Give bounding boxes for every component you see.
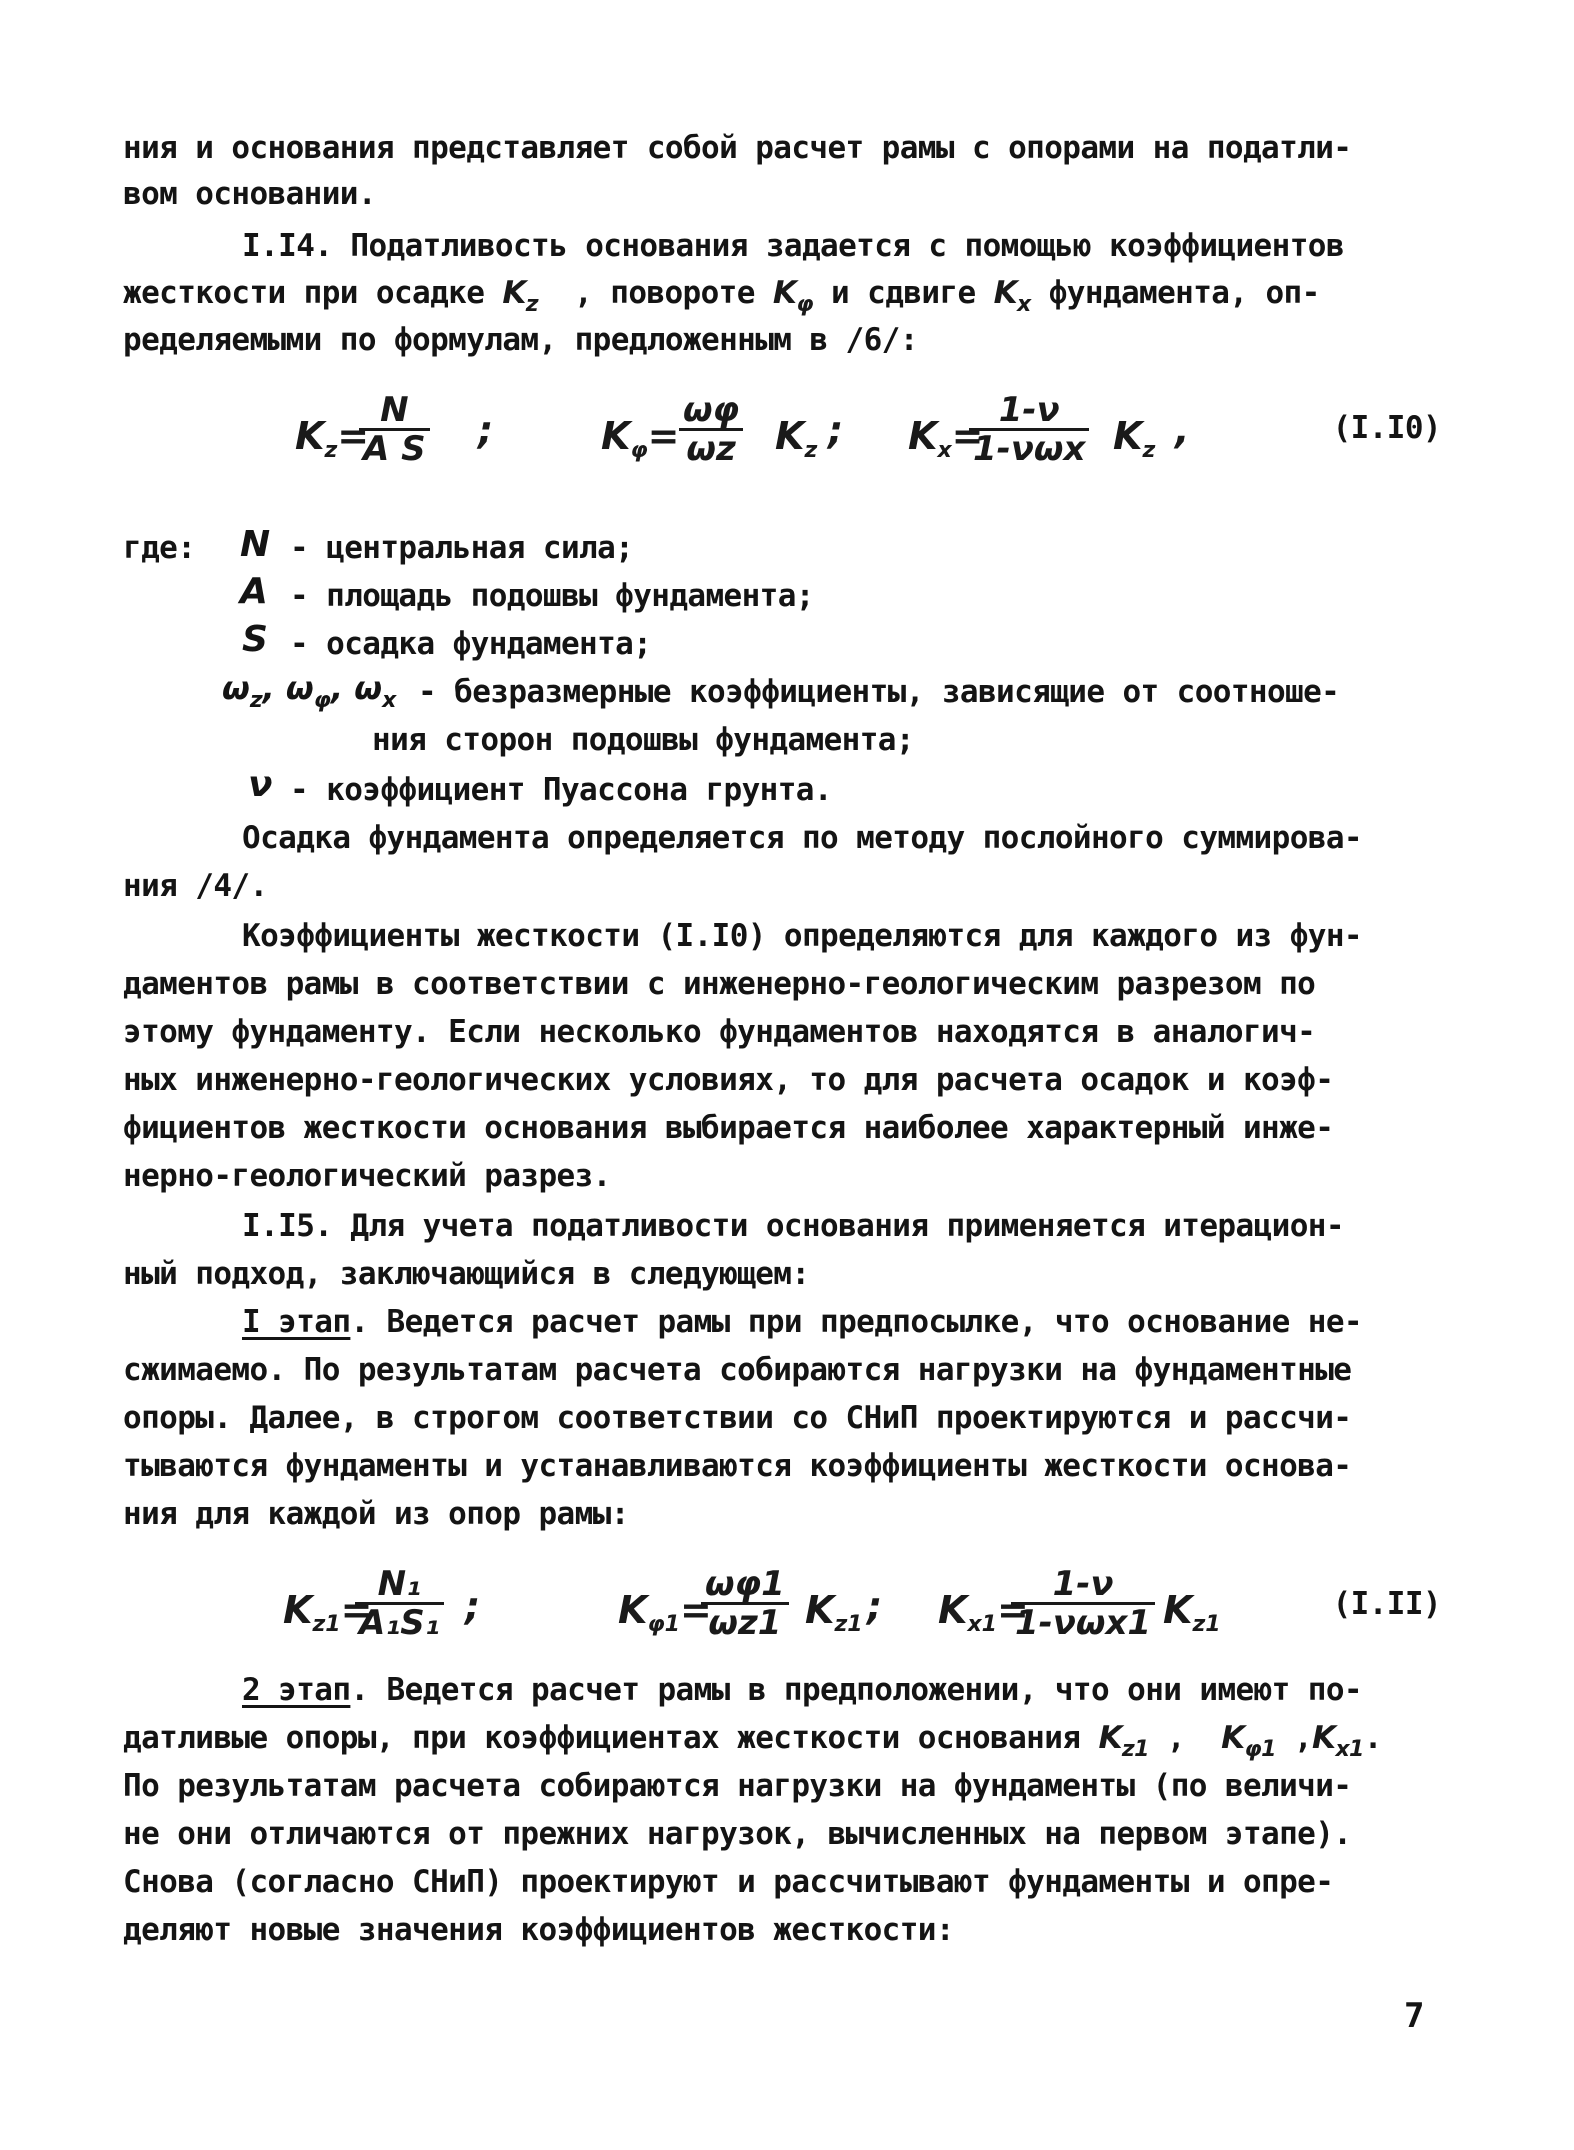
text-line: сжимаемо. По результатам расчета собираются нагрузки на фундаментные (123, 1352, 1352, 1388)
formula-kx1: $K_{x1}=$ (938, 1588, 1029, 1637)
text-line: не они отличаются от прежних нагрузок, вычисленных на первом этапе). (123, 1816, 1352, 1852)
text-line: нерно-геологический разрез. (123, 1158, 611, 1194)
text-line: вом основании. (123, 176, 376, 212)
formula-kz-factor: $K_z$ (1113, 414, 1156, 463)
section-paragraph-1-15: I.I5. Для учета податливости основания применяется итерацион- (242, 1208, 1344, 1244)
text-line: опоры. Далее, в строгом соответствии со СНиП проектируются и рассчи- (123, 1400, 1352, 1436)
semicolon: ; (465, 1584, 481, 1628)
text-fragment: фундамента, оп- (1048, 275, 1320, 311)
symbol-kphi1: $K_{\varphi 1}$ (1221, 1720, 1276, 1762)
fraction-omega-phi-over-omega-z: $\frac{\omega\varphi}{\omega z}$ (679, 392, 743, 467)
fraction-one-minus-nu: 1-ν 1-νωx (969, 392, 1089, 467)
text-line: даментов рамы в соответствии с инженерно-геологическим разрезом по (123, 966, 1316, 1002)
definition-omega-cont: ния сторон подошвы фундамента; (372, 722, 914, 758)
text-line: фициентов жесткости основания выбирается наиболее характерный инже- (123, 1110, 1334, 1146)
definition-s: - осадка фундамента; (290, 626, 652, 662)
formula-kphi1: $K_{\varphi 1}=$ (618, 1588, 712, 1637)
text-line: Снова (согласно СНиП) проектируют и рассчитывают фундаменты и опре- (123, 1864, 1334, 1900)
semicolon: ; (828, 408, 844, 452)
stage-2-label: 2 этап (242, 1672, 351, 1708)
formula-kx: $K_x=$ (908, 414, 984, 463)
definition-omega: - безразмерные коэффициенты, зависящие от соотноше- (418, 674, 1340, 710)
symbol-kx: $K_x$ (993, 275, 1031, 317)
semicolon: ; (478, 408, 494, 452)
stage-1-label: I этап (242, 1304, 351, 1340)
definition-a: - площадь подошвы фундамента; (290, 578, 814, 614)
equation-number: (I.II) (1332, 1586, 1441, 1622)
text-fragment: , повороте (574, 275, 755, 311)
equation-1-10 (123, 380, 1453, 490)
symbol-n: N (240, 524, 271, 565)
text-line: ния и основания представляет собой расчет рамы с опорами на податли- (123, 130, 1352, 166)
text-fragment: и сдвиге (831, 275, 976, 311)
comma: , (1175, 408, 1190, 452)
fraction-omega-phi1-over-omega-z1: $\frac{\omega\varphi 1}{\omega z1}$ (701, 1566, 789, 1641)
definition-n: - центральная сила; (290, 530, 634, 566)
text-line: ния /4/. (123, 868, 268, 904)
formula-kz: $K_z=$ (295, 414, 370, 463)
page-number: 7 (1404, 1996, 1425, 2036)
stage-1-line: I этап. Ведется расчет рамы при предпосылке, что основание не- (242, 1304, 1362, 1340)
formula-kz-factor: $K_z$ (775, 414, 818, 463)
symbol-s: S (242, 619, 268, 660)
where-label: где: (123, 530, 196, 566)
formula-kphi: $K_\varphi=$ (601, 414, 680, 463)
fraction-n-over-as: $\frac{N}{\text{A S}}$ (359, 392, 430, 467)
fraction-one-minus-nu-x1: 1-ν 1-νωx1 (1011, 1566, 1155, 1641)
text-line: ния для каждой из опор рамы: (123, 1496, 629, 1532)
symbol-kx1: $K_{x1}$ (1312, 1720, 1364, 1762)
text-line: ределяемыми по формулам, предложенным в /6/: (123, 322, 918, 358)
text-line: деляют новые значения коэффициентов жесткости: (123, 1912, 954, 1948)
text-line: этому фундаменту. Если несколько фундаментов находятся в аналогич- (123, 1014, 1316, 1050)
symbol-a: A (240, 571, 268, 612)
text-line: Коэффициенты жесткости (I.I0) определяются для каждого из фун- (242, 918, 1362, 954)
formula-kz1-factor: $K_{z1}$ (805, 1588, 863, 1637)
text-line-with-symbols: датливые опоры, при коэффициентах жесткости основания $K_{z1}$ , $K_{\varphi 1}$ $,K_{x1}$. (123, 1720, 1382, 1762)
semicolon: ; (867, 1584, 883, 1628)
equation-1-11 (123, 1552, 1453, 1662)
text-line: Осадка фундамента определяется по методу послойного суммирова- (242, 820, 1362, 856)
text-line: тываются фундаменты и устанавливаются коэффициенты жесткости основа- (123, 1448, 1352, 1484)
symbol-omega-set: $\omega_z$, $\omega_\varphi$, $\omega_x$ (222, 669, 397, 713)
text-fragment: жесткости при осадке (123, 275, 485, 311)
text-line: ных инженерно-геологических условиях, то для расчета осадок и коэф- (123, 1062, 1334, 1098)
symbol-nu: ν (248, 764, 273, 805)
symbol-kz: $K_z$ (502, 275, 539, 317)
text-line: ный подход, заключающийся в следующем: (123, 1256, 810, 1292)
section-paragraph-1-14: I.I4. Податливость основания задается с помощью коэффициентов (242, 228, 1344, 264)
equation-number: (I.I0) (1332, 410, 1441, 446)
definition-nu: - коэффициент Пуассона грунта. (290, 772, 832, 808)
formula-kz1-factor: $K_{z1}$ (1163, 1588, 1221, 1637)
stage-2-line: 2 этап. Ведется расчет рамы в предположении, что они имеют по- (242, 1672, 1362, 1708)
fraction-n1-over-a1s1: $\frac{\text{N₁}}{\text{A₁S₁}}$ (355, 1566, 444, 1641)
text-line-with-symbols (123, 273, 1453, 325)
symbol-kphi: $K_\varphi$ (772, 275, 813, 317)
formula-kz1: $K_{z1}=$ (283, 1588, 373, 1637)
text-line: По результатам расчета собираются нагрузки на фундаменты (по величи- (123, 1768, 1352, 1804)
symbol-kz1: $K_{z1}$ (1098, 1720, 1149, 1762)
